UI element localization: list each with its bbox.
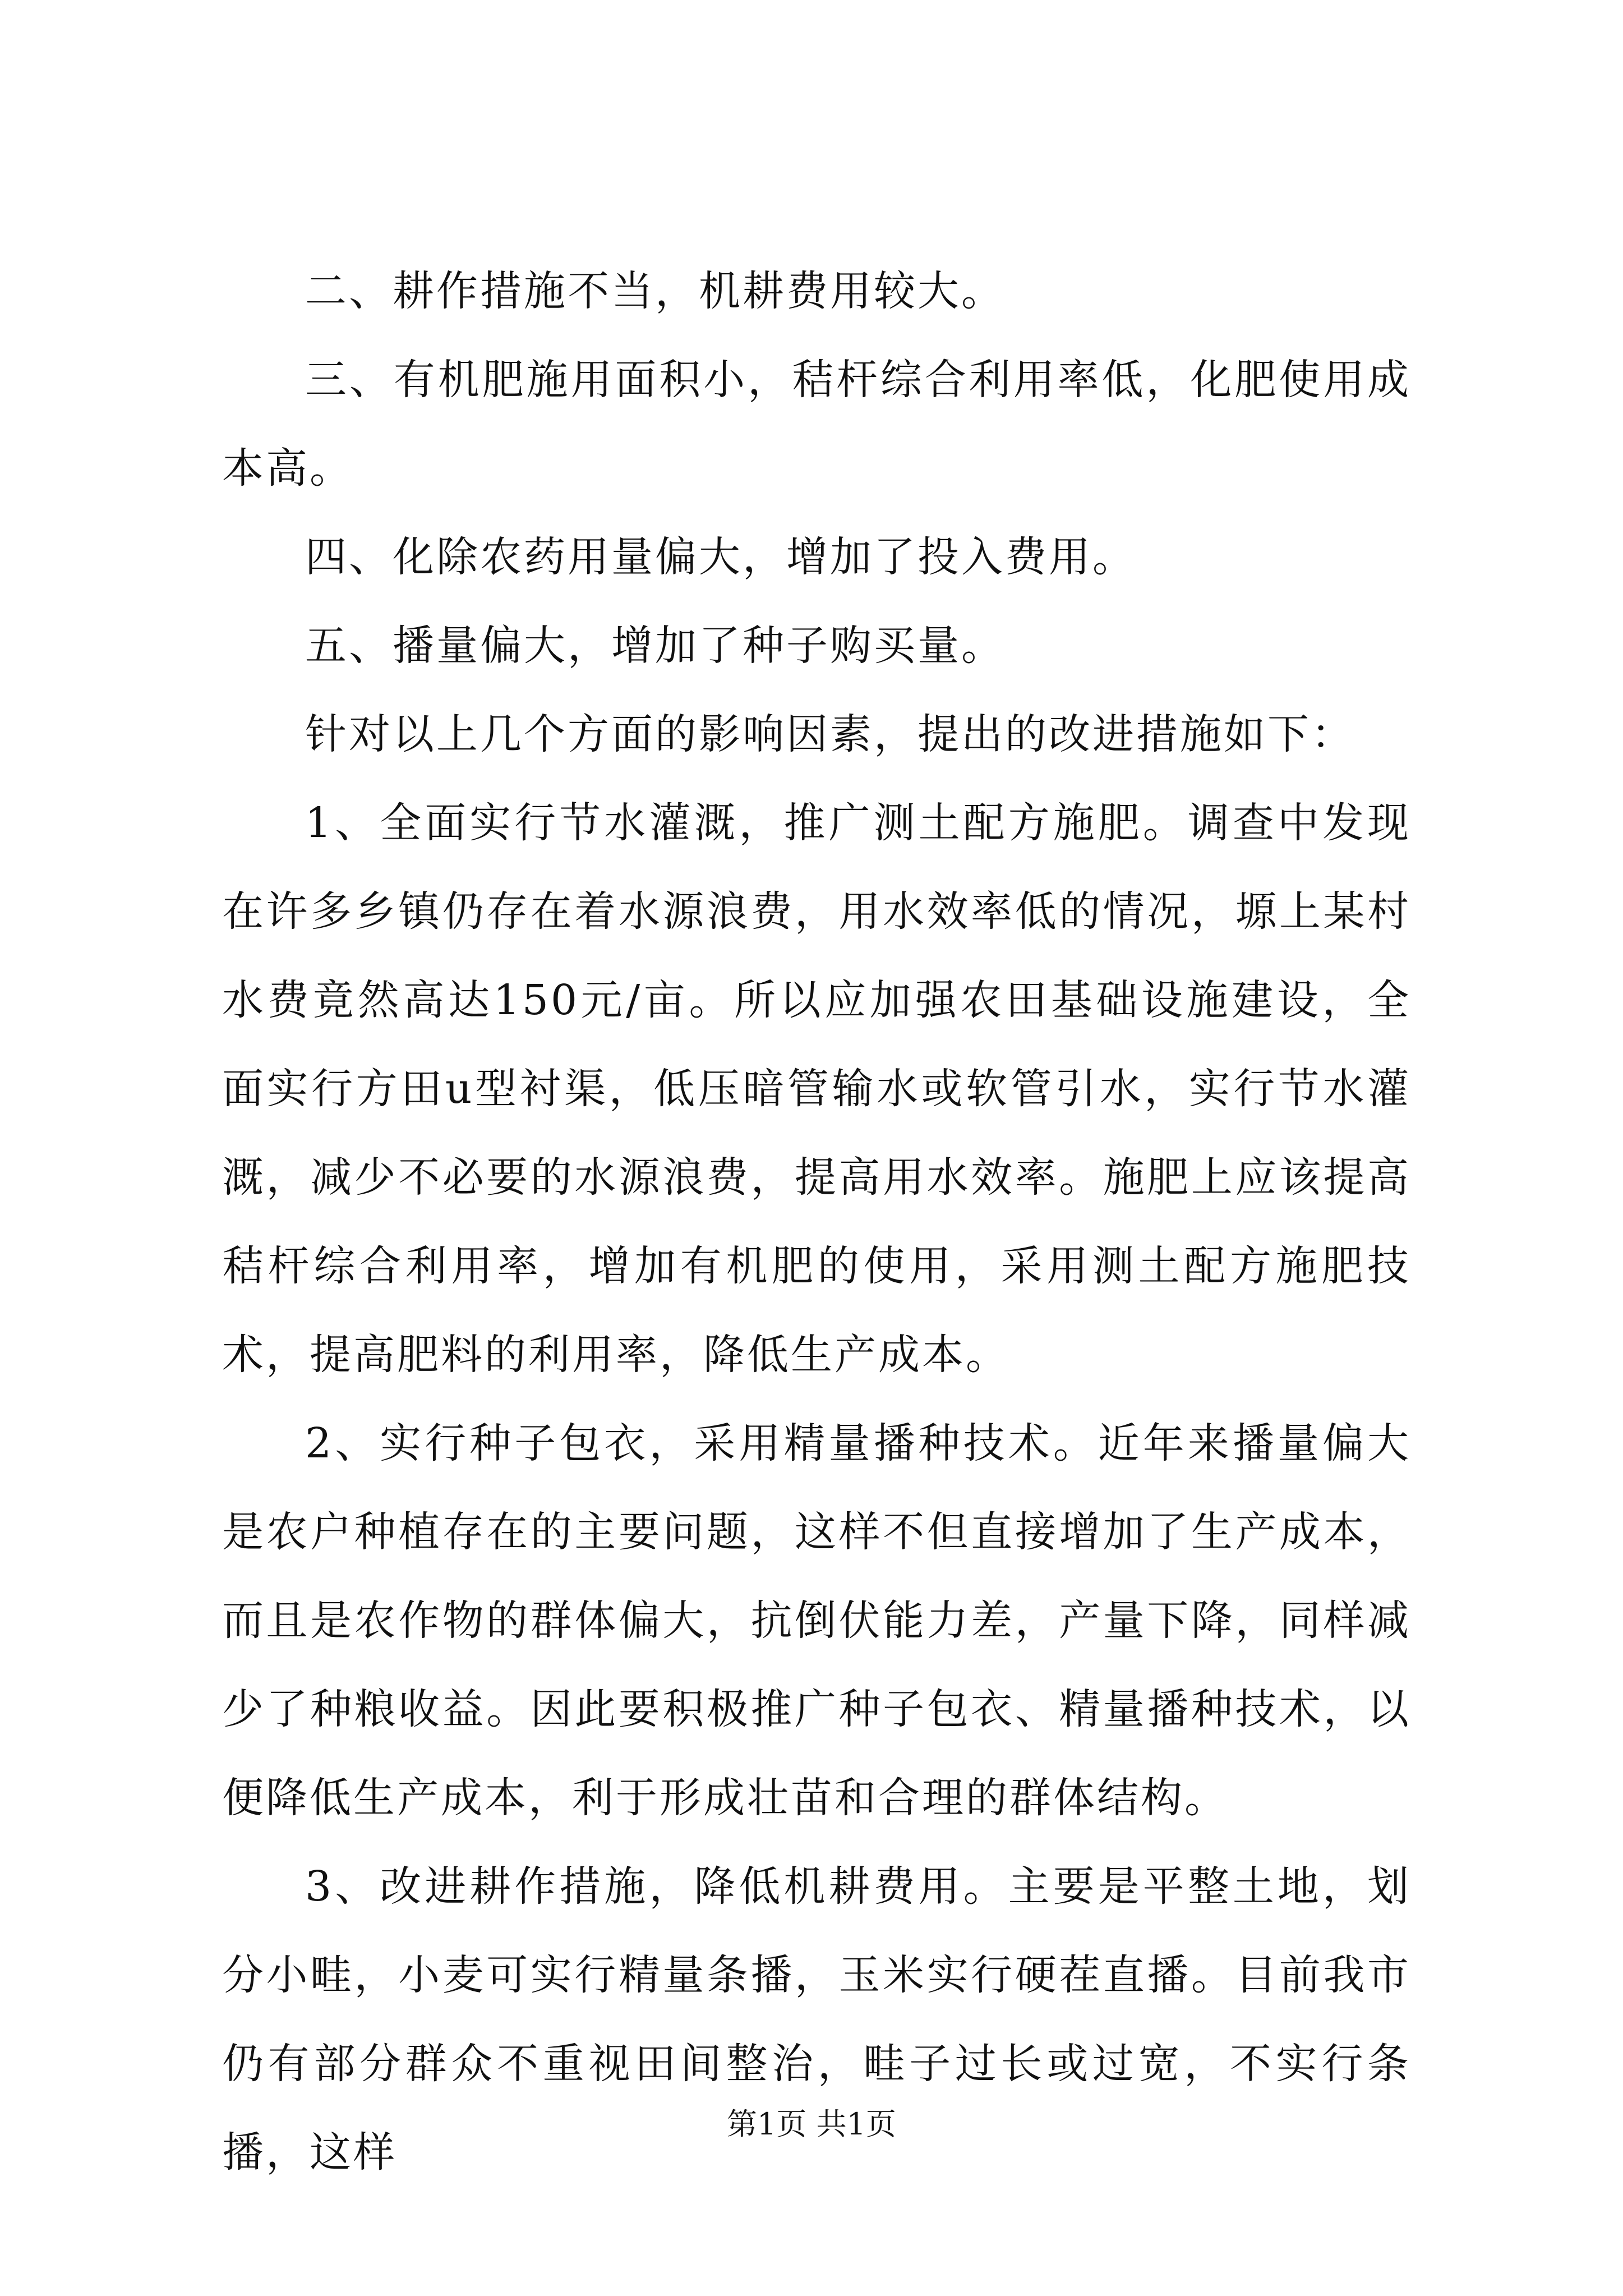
page-footer: [0, 2105, 1623, 2144]
paragraph-item-3: 三、有机肥施用面积小，秸杆综合利用率低，化肥使用成本高。: [222, 356, 1411, 493]
page-number-label: 第1页 共1页: [727, 2106, 896, 2142]
paragraph-measure-3: 3、改进耕作措施，降低机耕费用。主要是平整土地，划分小畦，小麦可实行精量条播，玉米实行硬茬直播。目前我市仍有部分群众不重视田间整治，畦子过长或过宽，不实行条播，这样: [222, 1862, 1411, 2177]
paragraph-item-5: 五、播量偏大，增加了种子购买量。: [305, 622, 1005, 670]
paragraph-measure-1: 1、全面实行节水灌溉，推广测土配方施肥。调查中发现在许多乡镇仍存在着水源浪费，用水效率低的情况，塬上某村水费竟然高达150元/亩。所以应加强农田基础设施建设，全面实行方田u型衬渠，低压暗管输水或软管引水，实行节水灌溉，减少不必要的水源浪费，提高用水效率。施肥上应该提高秸杆综合利用率，增加有机肥的使用，采用测土配方施肥技术，提高肥料的利用率，降低生产成本。: [222, 799, 1411, 1379]
paragraph-item-2: 二、耕作措施不当，机耕费用较大。: [305, 267, 1005, 315]
paragraph-measure-2: 2、实行种子包衣，采用精量播种技术。近年来播量偏大是农户种植存在的主要问题，这样不但直接增加了生产成本，而且是农作物的群体偏大，抗倒伏能力差，产量下降，同样减少了种粮收益。因此要积极推广种子包衣、精量播种技术，以便降低生产成本，利于形成壮苗和合理的群体结构。: [222, 1419, 1411, 1822]
paragraph-improvement-intro: 针对以上几个方面的影响因素，提出的改进措施如下：: [305, 710, 1355, 758]
document-body: [222, 247, 1411, 2197]
paragraph-item-4: 四、化除农药用量偏大，增加了投入费用。: [305, 533, 1136, 581]
